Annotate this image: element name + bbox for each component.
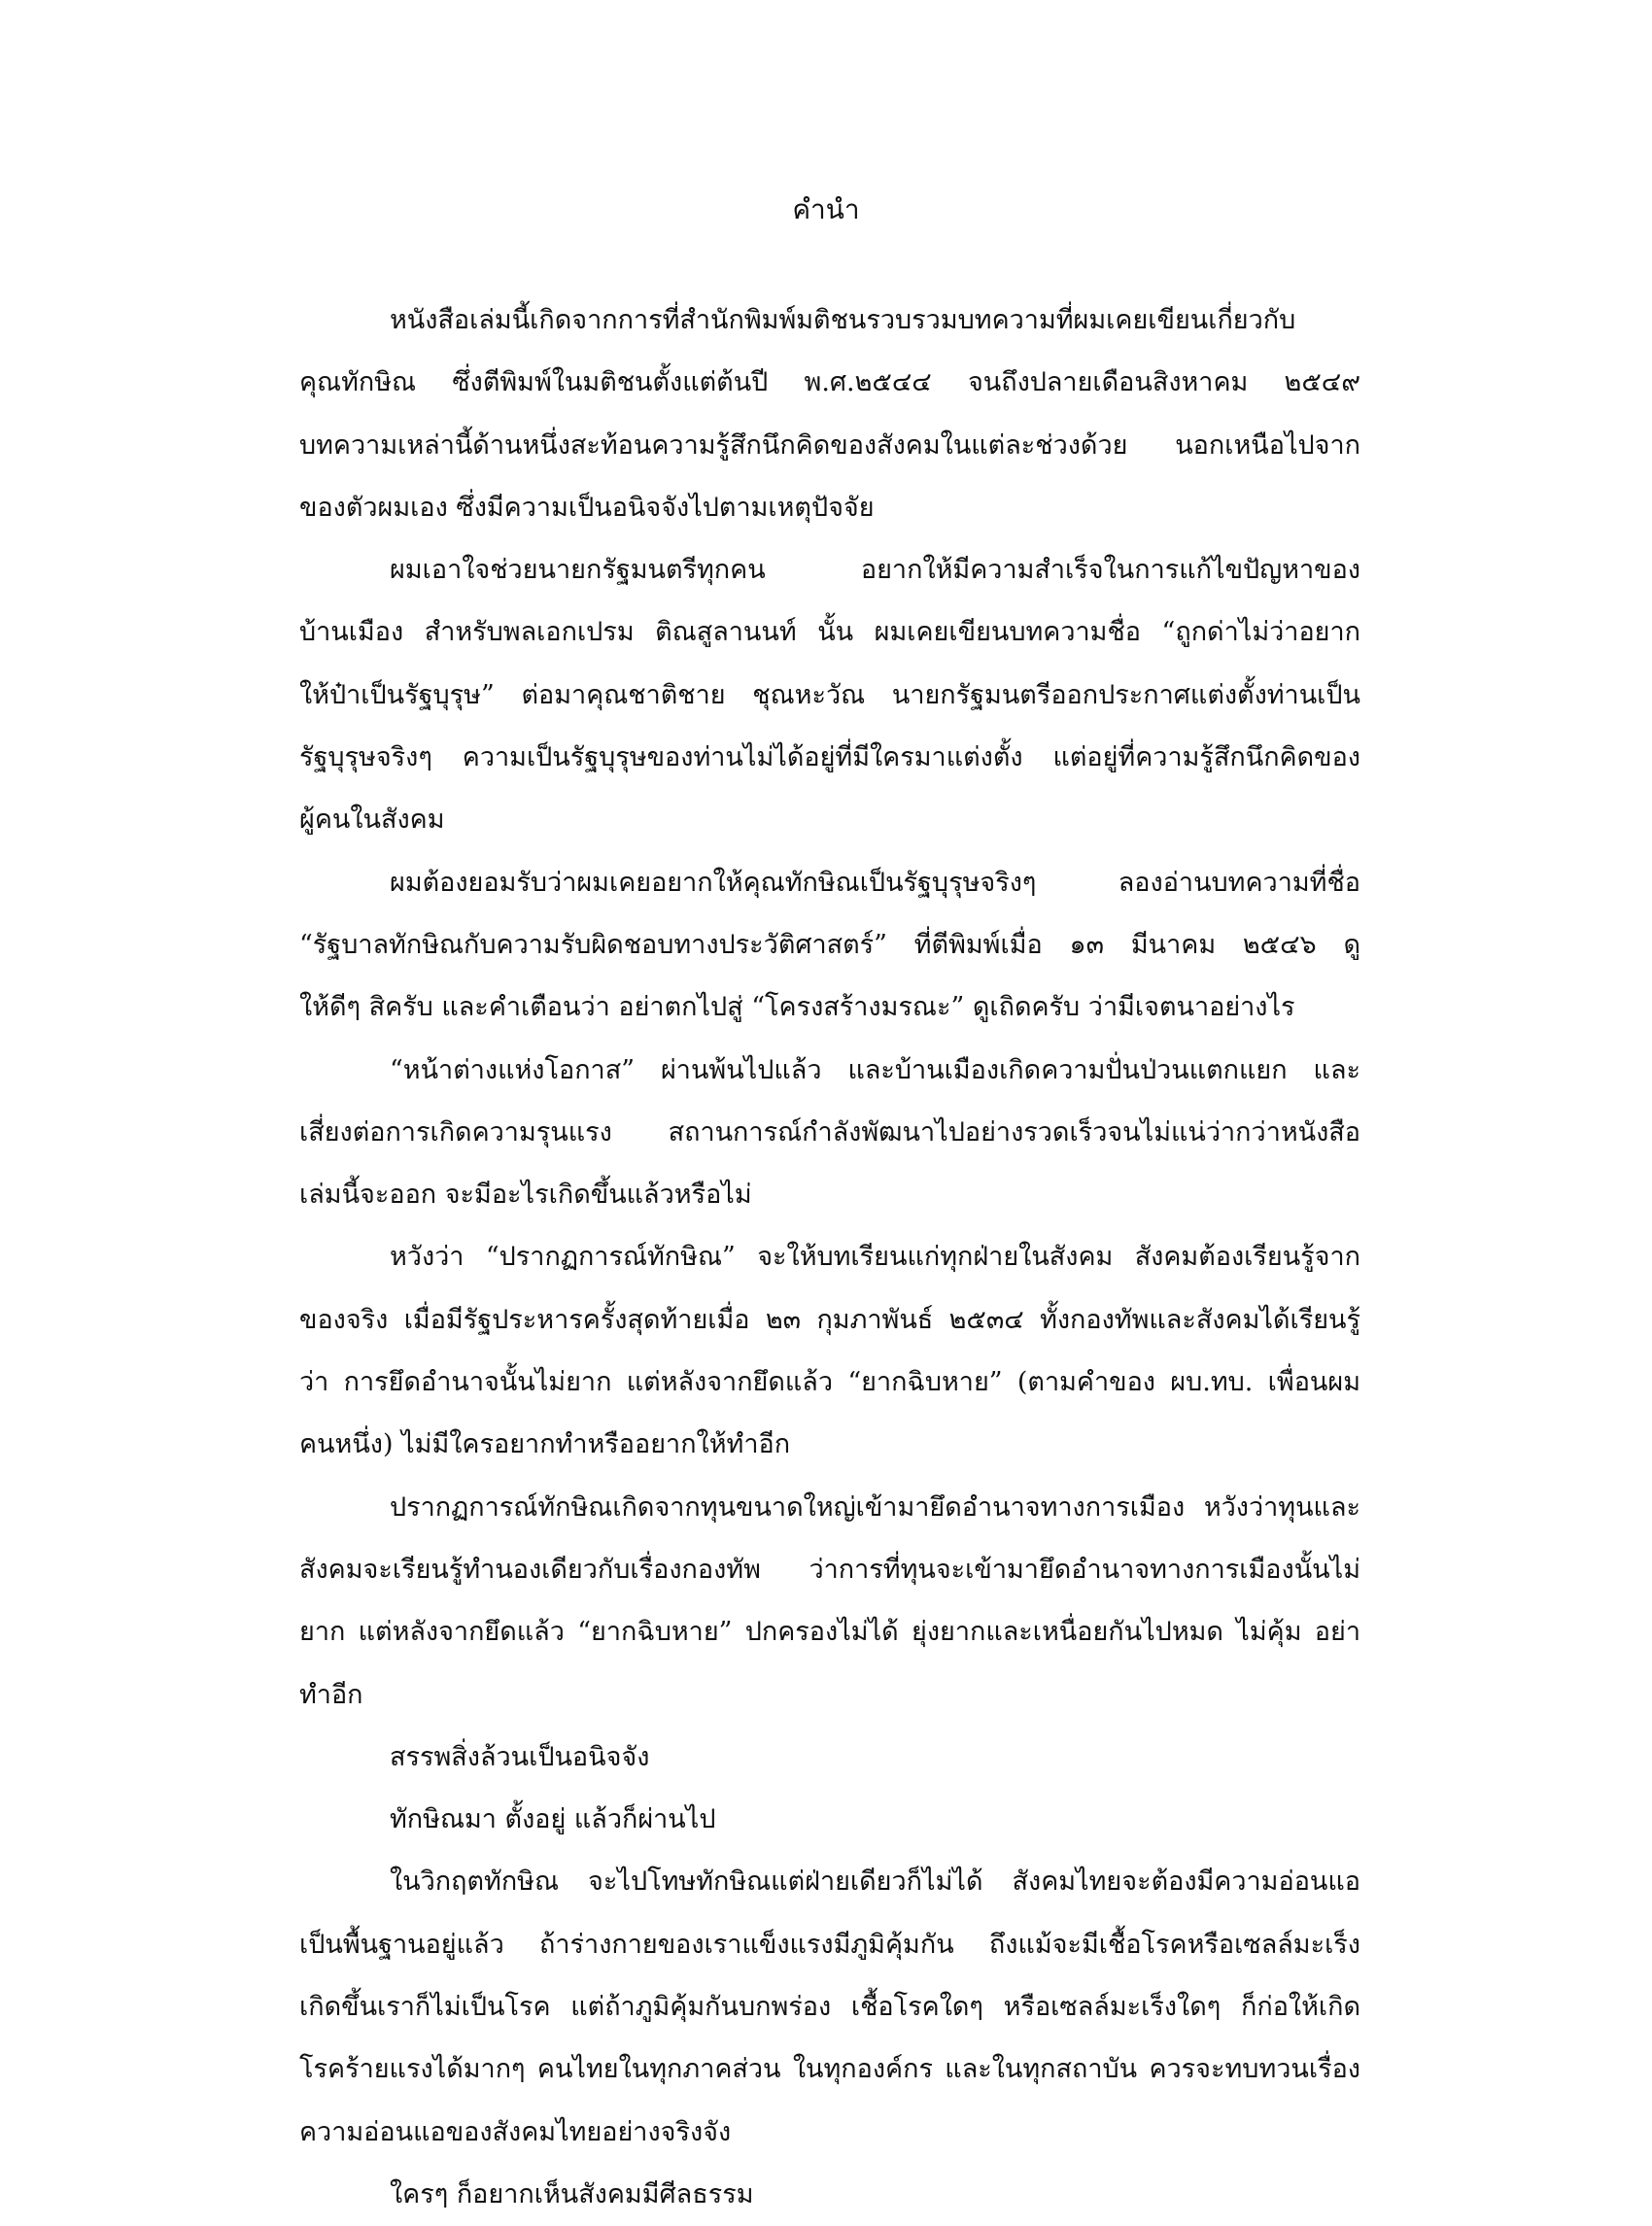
- text-line: ในวิกฤตทักษิณ จะไปโทษทักษิณแต่ฝ่ายเดียวก็ไม่ได้ สังคมไทยจะต้องมีความอ่อนแอ: [390, 1866, 1360, 1898]
- text-line: ผมเอาใจช่วยนายกรัฐมนตรีทุกคน อยากให้มีความสำเร็จในการแก้ไขปัญหาของ: [390, 555, 1360, 586]
- text-line: สังคมจะเรียนรู้ทำนองเดียวกับเรื่องกองทัพ ว่าการที่ทุนจะเข้ามายึดอำนาจทางการเมืองนั้นไม่: [299, 1554, 1360, 1585]
- text-line: ยาก แต่หลังจากยึดแล้ว “ยากฉิบหาย” ปกครองไม่ได้ ยุ่งยากและเหนื่อยกันไปหมด ไม่คุ้ม อย่า: [299, 1617, 1360, 1648]
- text-line: เล่มนี้จะออก จะมีอะไรเกิดขึ้นแล้วหรือไม่: [299, 1180, 752, 1211]
- text-line: ใครๆ ก็อยากเห็นสังคมมีศีลธรรม: [390, 2178, 754, 2209]
- text-line: “หน้าต่างแห่งโอกาส” ผ่านพ้นไปแล้ว และบ้านเมืองเกิดความปั่นป่วนแตกแยก และ: [390, 1054, 1360, 1085]
- document-body: [299, 290, 1360, 2226]
- text-line: ให้ป๋าเป็นรัฐบุรุษ” ต่อมาคุณชาติชาย ชุณหะวัณ นายกรัฐมนตรีออกประกาศแต่งตั้งท่านเป็น: [299, 679, 1360, 710]
- text-line: บ้านเมือง สำหรับพลเอกเปรม ติณสูลานนท์ นั้น ผมเคยเขียนบทความชื่อ “ถูกด่าไม่ว่าอยาก: [299, 617, 1360, 648]
- text-line: ทักษิณมา ตั้งอยู่ แล้วก็ผ่านไป: [390, 1804, 716, 1835]
- text-line: คุณทักษิณ ซึ่งตีพิมพ์ในมติชนตั้งแต่ต้นปี พ.ศ.๒๕๔๔ จนถึงปลายเดือนสิงหาคม ๒๕๔๙: [299, 367, 1360, 398]
- text-line: เกิดขึ้นเราก็ไม่เป็นโรค แต่ถ้าภูมิคุ้มกันบกพร่อง เชื้อโรคใดๆ หรือเซลล์มะเร็งใดๆ ก็ก่อให้เกิด: [299, 1992, 1360, 2023]
- text-line: บทความเหล่านี้ด้านหนึ่งสะท้อนความรู้สึกนึกคิดของสังคมในแต่ละช่วงด้วย นอกเหนือไปจาก: [299, 429, 1360, 461]
- text-line: หนังสือเล่มนี้เกิดจากการที่สำนักพิมพ์มติชนรวบรวมบทความที่ผมเคยเขียนเกี่ยวกับ: [390, 305, 1296, 335]
- text-line: ปรากฏการณ์ทักษิณเกิดจากทุนขนาดใหญ่เข้ามายึดอำนาจทางการเมือง หวังว่าทุนและ: [390, 1491, 1360, 1523]
- text-line: ผมต้องยอมรับว่าผมเคยอยากให้คุณทักษิณเป็นรัฐบุรุษจริงๆ ลองอ่านบทความที่ชื่อ: [390, 867, 1360, 898]
- text-line: ให้ดีๆ สิครับ และคำเตือนว่า อย่าตกไปสู่ “โครงสร้างมรณะ” ดูเถิดครับ ว่ามีเจตนาอย่างไร: [299, 992, 1295, 1023]
- text-line: ความอ่อนแอของสังคมไทยอย่างจริงจัง: [299, 2116, 732, 2147]
- text-line: โรคร้ายแรงได้มากๆ คนไทยในทุกภาคส่วน ในทุกองค์กร และในทุกสถาบัน ควรจะทบทวนเรื่อง: [299, 2054, 1360, 2085]
- text-line: หวังว่า “ปรากฏการณ์ทักษิณ” จะให้บทเรียนแก่ทุกฝ่ายในสังคม สังคมต้องเรียนรู้จาก: [390, 1242, 1360, 1273]
- text-line: รัฐบุรุษจริงๆ ความเป็นรัฐบุรุษของท่านไม่ได้อยู่ที่มีใครมาแต่งตั้ง แต่อยู่ที่ความรู้สึกนึกคิดของ: [299, 742, 1360, 773]
- text-line: ทำอีก: [299, 1679, 363, 1710]
- text-line: “รัฐบาลทักษิณกับความรับผิดชอบทางประวัติศาสตร์” ที่ตีพิมพ์เมื่อ ๑๓ มีนาคม ๒๕๔๖ ดู: [299, 929, 1360, 960]
- text-line: ว่า การยึดอำนาจนั้นไม่ยาก แต่หลังจากยึดแล้ว “ยากฉิบหาย” (ตามคำของ ผบ.ทบ. เพื่อนผม: [299, 1367, 1360, 1398]
- text-line: ของจริง เมื่อมีรัฐประหารครั้งสุดท้ายเมื่อ ๒๓ กุมภาพันธ์ ๒๕๓๔ ทั้งกองทัพและสังคมได้เรียนรู้: [299, 1304, 1360, 1335]
- text-line: เสี่ยงต่อการเกิดความรุนแรง สถานการณ์กำลังพัฒนาไปอย่างรวดเร็วจนไม่แน่ว่ากว่าหนังสือ: [299, 1116, 1360, 1147]
- text-line: สรรพสิ่งล้วนเป็นอนิจจัง: [390, 1741, 650, 1772]
- text-line: คนหนึ่ง) ไม่มีใครอยากทำหรืออยากให้ทำอีก: [299, 1429, 791, 1460]
- page-title: คำนำ: [792, 193, 860, 225]
- text-line: ของตัวผมเอง ซึ่งมีความเป็นอนิจจังไปตามเหตุปัจจัย: [299, 492, 875, 523]
- text-line: ผู้คนในสังคม: [299, 805, 445, 836]
- text-line: เป็นพื้นฐานอยู่แล้ว ถ้าร่างกายของเราแข็งแรงมีภูมิคุ้มกัน ถึงแม้จะมีเชื้อโรคหรือเซลล์มะเร็ง: [299, 1929, 1360, 1960]
